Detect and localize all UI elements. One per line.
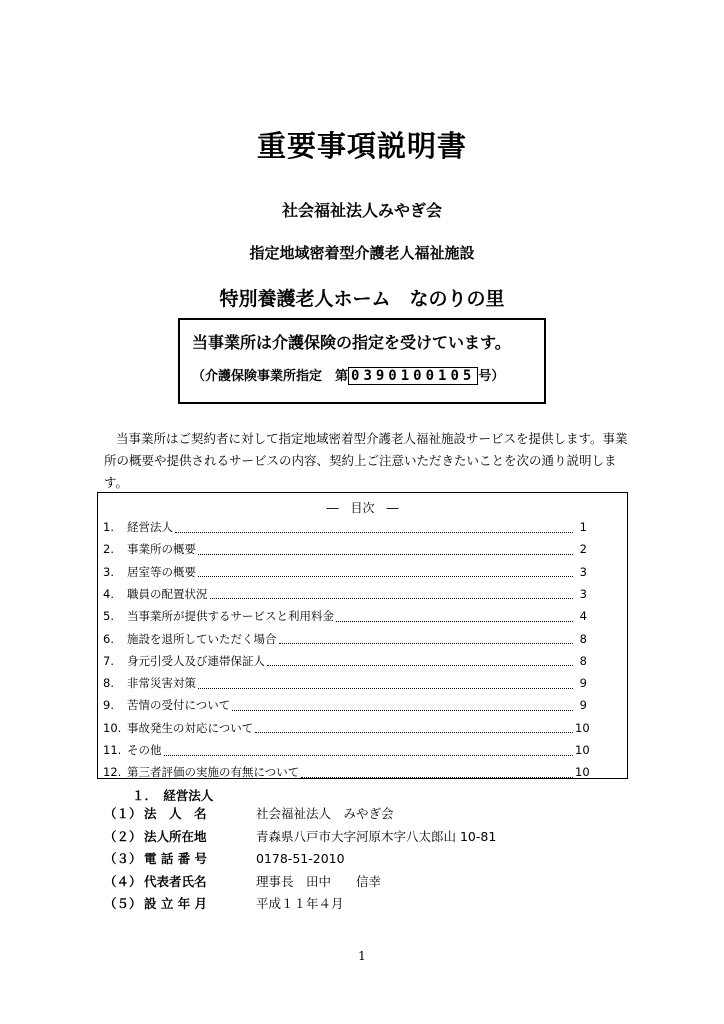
designation-number: 0390100105 <box>348 367 478 385</box>
corp-info-number: （１） <box>104 806 142 821</box>
toc-item <box>103 517 587 537</box>
corp-info-row <box>104 871 381 891</box>
toc-leader-dots <box>198 576 573 577</box>
toc-leader-dots <box>267 665 573 666</box>
toc-item <box>103 718 590 738</box>
corp-info-number: （４） <box>104 873 142 889</box>
section-heading: １． 経営法人 <box>132 788 214 803</box>
toc-item-page: 10 <box>575 743 590 757</box>
toc-leader-dots <box>301 777 573 778</box>
toc-item-label: 経営法人 <box>127 520 173 534</box>
corp-info-value: 0178-51-2010 <box>256 850 345 866</box>
toc-leader-dots <box>198 554 573 555</box>
toc-item-label: 事業所の概要 <box>127 542 196 557</box>
toc-item <box>103 562 587 582</box>
toc-item <box>103 651 587 671</box>
corp-info-number: （２） <box>104 828 142 844</box>
toc-leader-dots <box>279 643 574 644</box>
toc-item-number: 10. <box>103 720 122 735</box>
facility-name: 特別養護老人ホーム なのりの里 <box>219 288 505 310</box>
toc-item-number: 4. <box>103 586 114 601</box>
corp-info-value: 平成１１年４月 <box>256 896 344 911</box>
corp-info-value: 青森県八戸市大字河原木字八太郎山 10-81 <box>256 828 497 844</box>
toc-leader-dots <box>255 732 573 733</box>
corp-info-label: 法人所在地 <box>144 828 207 844</box>
toc-item-number: 5. <box>103 609 114 624</box>
toc-item-page: 8 <box>579 653 587 668</box>
corp-info-row <box>104 826 496 846</box>
toc-leader-dots <box>336 621 573 622</box>
toc-item-number: 2. <box>103 542 114 557</box>
toc-heading: ― 目次 ― <box>326 501 399 515</box>
toc-item-number: 11. <box>103 743 122 757</box>
toc-leader-dots <box>198 688 573 689</box>
toc-item <box>103 629 587 649</box>
toc-item-label: 施設を退所していただく場合 <box>127 631 277 646</box>
toc-item <box>103 606 587 626</box>
document-title: 重要事項説明書 <box>256 129 467 163</box>
corp-info-label: 電 話 番 号 <box>144 851 208 866</box>
toc-item-number: 12. <box>103 765 122 780</box>
toc-item-label: 身元引受人及び連帯保証人 <box>127 653 265 668</box>
corp-info-row <box>104 803 394 823</box>
designation-notice-text: 当事業所は介護保険の指定を受けています。 <box>192 333 511 352</box>
toc-item-page: 10 <box>575 765 590 780</box>
toc-item <box>103 740 590 760</box>
toc-item-page: 9 <box>579 676 587 691</box>
toc-item-label: 当事業所が提供するサービスと利用料金 <box>127 609 334 624</box>
corp-info-number: （５） <box>104 896 142 911</box>
designation-number-line <box>192 365 504 384</box>
toc-item-number: 1. <box>103 520 114 534</box>
facility-type: 指定地域密着型介護老人福祉施設 <box>249 244 475 262</box>
toc-item-label: 非常災害対策 <box>127 676 196 691</box>
toc-item-page: 8 <box>579 631 587 646</box>
page-number: 1 <box>358 949 366 963</box>
toc-item <box>103 695 587 715</box>
corp-info-label: 設 立 年 月 <box>144 896 208 911</box>
toc-item-label: 事故発生の対応について <box>127 720 254 735</box>
organization-name: 社会福祉法人みやぎ会 <box>281 201 442 220</box>
toc-item-number: 9. <box>103 698 114 713</box>
toc-item <box>103 539 587 559</box>
toc-item-page: 1 <box>579 520 587 534</box>
toc-leader-dots <box>164 755 574 756</box>
intro-paragraph: 当事業所はご契約者に対して指定地域密着型介護老人福祉施設サービスを提供します。事業所の概要や提供されるサービスの内容、契約上ご注意いただきたいことを次の通り説明します。 <box>104 431 628 490</box>
toc-item-label: その他 <box>127 743 162 757</box>
toc-item-page: 9 <box>579 698 587 713</box>
toc-item-page: 2 <box>579 542 587 557</box>
toc-item-page: 3 <box>579 564 587 579</box>
corp-info-value: 社会福祉法人 みやぎ会 <box>256 806 394 821</box>
toc-item-page: 3 <box>579 586 587 601</box>
designation-prefix: （介護保険事業所指定 第 <box>192 369 349 384</box>
toc-item-number: 6. <box>103 631 114 646</box>
table-of-contents <box>97 492 628 779</box>
designation-notice-box <box>178 318 546 404</box>
toc-leader-dots <box>210 598 574 599</box>
toc-item-label: 苦情の受付について <box>127 698 231 713</box>
toc-item-number: 7. <box>103 653 114 668</box>
corp-info-row <box>104 893 344 913</box>
corp-info-label: 法 人 名 <box>144 806 207 821</box>
corp-info-label: 代表者氏名 <box>144 873 207 889</box>
toc-item <box>103 584 587 604</box>
corp-info-value: 理事長 田中 信幸 <box>256 873 382 889</box>
toc-leader-dots <box>232 710 573 711</box>
corp-info-row <box>104 848 345 868</box>
toc-item-label: 第三者評価の実施の有無について <box>127 765 300 780</box>
toc-item <box>103 762 590 782</box>
toc-item-page: 4 <box>579 609 587 624</box>
toc-item-page: 10 <box>575 720 590 735</box>
toc-item-label: 居室等の概要 <box>127 564 196 579</box>
designation-suffix: 号） <box>478 369 505 384</box>
toc-leader-dots <box>175 532 573 533</box>
toc-item-number: 3. <box>103 564 114 579</box>
toc-item-number: 8. <box>103 676 114 691</box>
corp-info-number: （３） <box>104 851 142 866</box>
toc-item-label: 職員の配置状況 <box>127 586 208 601</box>
toc-item <box>103 673 587 693</box>
